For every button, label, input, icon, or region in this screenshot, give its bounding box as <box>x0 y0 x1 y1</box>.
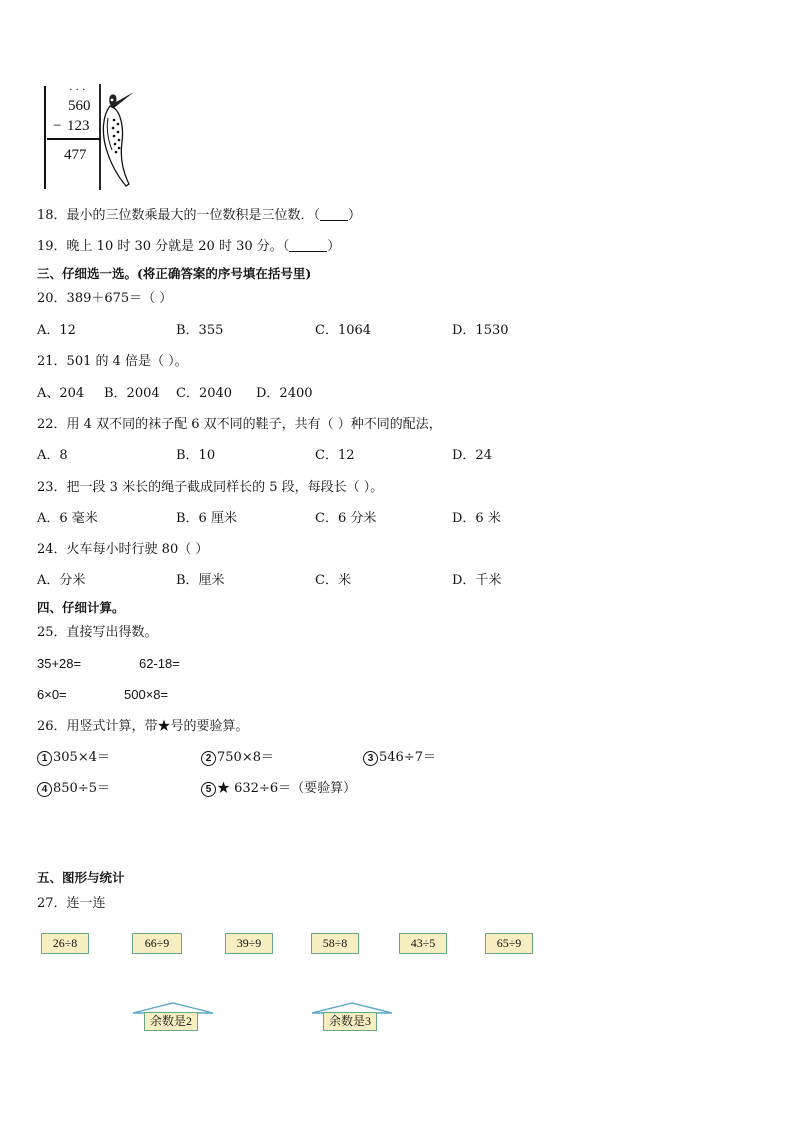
circled-number-3: 3 <box>363 751 378 766</box>
q26-item-5 <box>201 780 356 798</box>
difference: 477 <box>64 147 87 163</box>
circled-number-4: 4 <box>37 782 52 797</box>
q22-option-d[interactable]: D．24 <box>452 448 492 463</box>
circled-number-5: 5 <box>201 782 216 797</box>
question-27-stem: 27．连一连 <box>37 896 106 911</box>
q20-option-b[interactable]: B．355 <box>176 323 224 338</box>
question-25-stem: 25．直接写出得数。 <box>37 625 158 640</box>
answer-blank-19[interactable] <box>289 238 327 252</box>
question-26-stem: 26．用竖式计算，带★号的要验算。 <box>37 719 249 734</box>
q21-option-d[interactable]: D．2400 <box>256 386 313 401</box>
question-19 <box>37 238 340 256</box>
division-box-1[interactable]: 26÷8 <box>41 933 89 954</box>
q24-option-d[interactable]: D．千米 <box>452 573 502 588</box>
circled-number-1: 1 <box>37 751 52 766</box>
q22-option-c[interactable]: C．12 <box>315 448 355 463</box>
q25-item-1: 35+28= <box>37 656 82 671</box>
q25-item-2: 62-18= <box>139 656 180 671</box>
woodpecker-icon <box>96 82 140 192</box>
question-18-close: ） <box>348 208 362 223</box>
division-box-3[interactable]: 39÷9 <box>225 933 273 954</box>
answer-blank-18[interactable] <box>320 207 348 221</box>
section-5-heading: 五、图形与统计 <box>37 870 125 885</box>
q25-item-3: 6×0= <box>37 687 67 702</box>
q26-item-3-expr: 546÷7＝ <box>379 750 436 765</box>
q21-option-c[interactable]: C．2040 <box>176 386 233 401</box>
division-box-2[interactable]: 66÷9 <box>132 933 182 954</box>
q26-item-3 <box>363 749 436 767</box>
question-18-text: 18．最小的三位数乘最大的一位数积是三位数．（ <box>37 208 321 223</box>
q22-option-b[interactable]: B．10 <box>176 448 216 463</box>
q26-item-2 <box>201 749 274 767</box>
q26-item-2-expr: 750×8＝ <box>217 750 274 765</box>
q23-option-d[interactable]: D．6 米 <box>452 511 501 526</box>
q20-option-d[interactable]: D．1530 <box>452 323 509 338</box>
q25-item-4: 500×8= <box>124 687 169 702</box>
q20-option-c[interactable]: C．1064 <box>315 323 372 338</box>
carry-dots: · · · <box>69 84 86 96</box>
q21-option-b[interactable]: B．2004 <box>104 386 160 401</box>
q23-option-a[interactable]: A．6 毫米 <box>37 511 98 526</box>
q23-option-b[interactable]: B．6 厘米 <box>176 511 237 526</box>
section-4-heading: 四、仔细计算。 <box>37 600 125 615</box>
q20-option-a[interactable]: A．12 <box>37 323 76 338</box>
q26-item-1 <box>37 749 110 767</box>
target-remainder-3[interactable]: 余数是3 <box>323 1012 377 1031</box>
division-box-4[interactable]: 58÷8 <box>311 933 359 954</box>
question-19-text: 19．晚上 10 时 30 分就是 20 时 30 分。（ <box>37 239 290 254</box>
q24-option-a[interactable]: A．分米 <box>37 573 86 588</box>
q26-item-4 <box>37 780 110 798</box>
subtraction-figure <box>40 82 140 192</box>
q26-item-5-expr: ★ 632÷6＝（要验算） <box>217 781 357 796</box>
sum-line <box>47 138 101 140</box>
minuend: 560 <box>68 98 91 114</box>
q26-item-4-expr: 850÷5＝ <box>53 781 110 796</box>
question-18 <box>37 207 361 225</box>
minus-sign: − <box>53 118 62 134</box>
target-remainder-2[interactable]: 余数是2 <box>144 1012 198 1031</box>
division-box-5[interactable]: 43÷5 <box>399 933 447 954</box>
q24-option-b[interactable]: B．厘米 <box>176 573 225 588</box>
section-3-heading: 三、仔细选一选。(将正确答案的序号填在括号里) <box>37 266 312 281</box>
question-24-stem: 24．火车每小时行驶 80（ ） <box>37 542 209 557</box>
q21-option-a[interactable]: A、204 <box>37 386 85 401</box>
question-22-stem: 22．用 4 双不同的袜子配 6 双不同的鞋子，共有（ ）种不同的配法， <box>37 417 442 432</box>
subtrahend: 123 <box>67 118 90 134</box>
question-21-stem: 21．501 的 4 倍是（ ）。 <box>37 354 188 369</box>
trunk-line <box>44 86 46 189</box>
division-box-6[interactable]: 65÷9 <box>485 933 533 954</box>
q24-option-c[interactable]: C．米 <box>315 573 351 588</box>
question-20-stem: 20．389＋675＝（ ） <box>37 291 173 306</box>
q26-item-1-expr: 305×4＝ <box>53 750 110 765</box>
question-23-stem: 23．把一段 3 米长的绳子截成同样长的 5 段，每段长（ ）。 <box>37 480 384 495</box>
question-19-close: ） <box>327 239 341 254</box>
circled-number-2: 2 <box>201 751 216 766</box>
q22-option-a[interactable]: A．8 <box>37 448 68 463</box>
q23-option-c[interactable]: C．6 分米 <box>315 511 377 526</box>
